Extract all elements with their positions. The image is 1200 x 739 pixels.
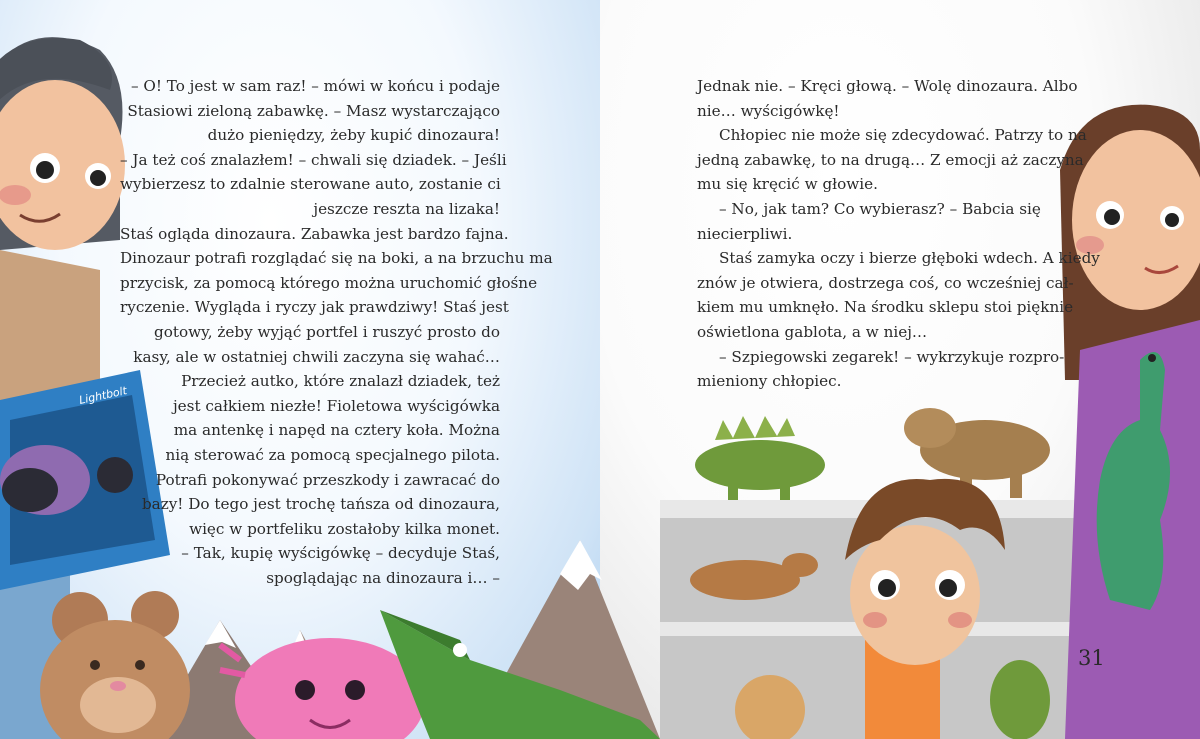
text-line-content: Jednak nie. – Kręci głową. – Wolę dinozaura. Albo <box>697 77 1078 95</box>
text-line <box>697 74 1078 99</box>
text-line: Dinozaur potrafi rozglądać się na boki, a na brzuchu ma <box>120 249 553 268</box>
teddy-bear-illustration <box>40 591 190 739</box>
text-line: spoglądając na dinozaura i… – <box>266 568 500 587</box>
text-line: gotowy, żeby wyjąć portfel i ruszyć prosto do <box>154 322 500 341</box>
text-line-content: mieniony chłopiec. <box>697 372 842 391</box>
text-line-content: jedną zabawkę, to na drugą… Z emocji aż zaczyna <box>697 150 1084 169</box>
text-line-content: nie… wyścigówkę! <box>697 101 840 120</box>
text-line <box>697 99 1042 124</box>
right-page-text <box>697 74 1100 394</box>
text-line <box>697 320 1042 345</box>
left-page-text <box>120 74 553 590</box>
text-line: ryczenie. Wygląda i ryczy jak prawdziwy! Staś jest <box>120 298 509 317</box>
text-line-content: oświetlona gablota, a w niej… <box>697 322 928 341</box>
text-line: jeszcze reszta na lizaka! <box>313 199 500 218</box>
text-line-content: mu się kręcić w głowie. <box>697 175 878 194</box>
text-line: – O! To jest w sam raz! – mówi w końcu i podaje <box>130 77 500 95</box>
text-line: jest całkiem niezłe! Fioletowa wyścigówka <box>172 396 500 415</box>
text-line: Potrafi pokonywać przeszkody i zawracać do <box>155 470 500 489</box>
text-line-content: – No, jak tam? Co wybierasz? – Babcia się <box>719 199 1041 218</box>
text-line <box>697 345 1065 370</box>
text-line-content: – Szpiegowski zegarek! – wykrzykuje rozpro- <box>719 347 1065 366</box>
text-line <box>697 246 1100 271</box>
text-line: – Ja też coś znalazłem! – chwali się dziadek. – Jeśli <box>120 150 507 169</box>
text-line: Staś ogląda dinozaura. Zabawka jest bardzo fajna. <box>120 224 509 243</box>
text-line <box>697 222 1042 247</box>
text-line: Stasiowi zieloną zabawkę. – Masz wystarczająco <box>127 101 500 120</box>
text-line: przycisk, za pomocą którego można uruchomić głośne <box>120 273 538 292</box>
grandma-illustration <box>1060 105 1200 739</box>
text-line <box>697 148 1084 173</box>
text-line: ma antenkę i napęd na cztery koła. Można <box>173 421 500 440</box>
box-label: Lightbolt <box>77 384 129 407</box>
text-line-content: kiem mu umknęło. Na środku sklepu stoi pięknie <box>697 298 1074 317</box>
text-line <box>697 369 1042 394</box>
text-line: – Tak, kupię wyścigówkę – decyduje Staś, <box>181 544 500 563</box>
text-line: kasy, ale w ostatniej chwili zaczyna się wahać… <box>133 347 500 366</box>
text-line <box>697 295 1074 320</box>
page-number: 31 <box>1078 646 1105 670</box>
text-line <box>697 271 1074 296</box>
text-line: bazy! Do tego jest trochę tańsza od dinozaura, <box>141 495 500 514</box>
text-line-content: Staś zamyka oczy i bierze głęboki wdech. A kiedy <box>719 249 1100 268</box>
text-line: nią sterować za pomocą specjalnego pilota. <box>165 445 500 464</box>
text-line <box>697 172 1042 197</box>
text-line <box>697 123 1087 148</box>
text-line-content: Chłopiec nie może się zdecydować. Patrzy to na <box>719 126 1087 145</box>
text-line: wybierzesz to zdalnie sterowane auto, zostanie ci <box>120 175 501 194</box>
text-line: Przecież autko, które znalazł dziadek, też <box>181 372 500 391</box>
text-line <box>697 197 1042 222</box>
text-line: więc w portfeliku zostałoby kilka monet. <box>189 519 500 538</box>
text-line-content: niecierpliwi. <box>697 224 793 243</box>
text-line: dużo pieniędzy, żeby kupić dinozaura! <box>207 126 500 145</box>
text-line-content: znów je otwiera, dostrzega coś, co wcześniej cał- <box>697 273 1074 292</box>
stegosaurus-toy-illustration <box>695 416 825 500</box>
